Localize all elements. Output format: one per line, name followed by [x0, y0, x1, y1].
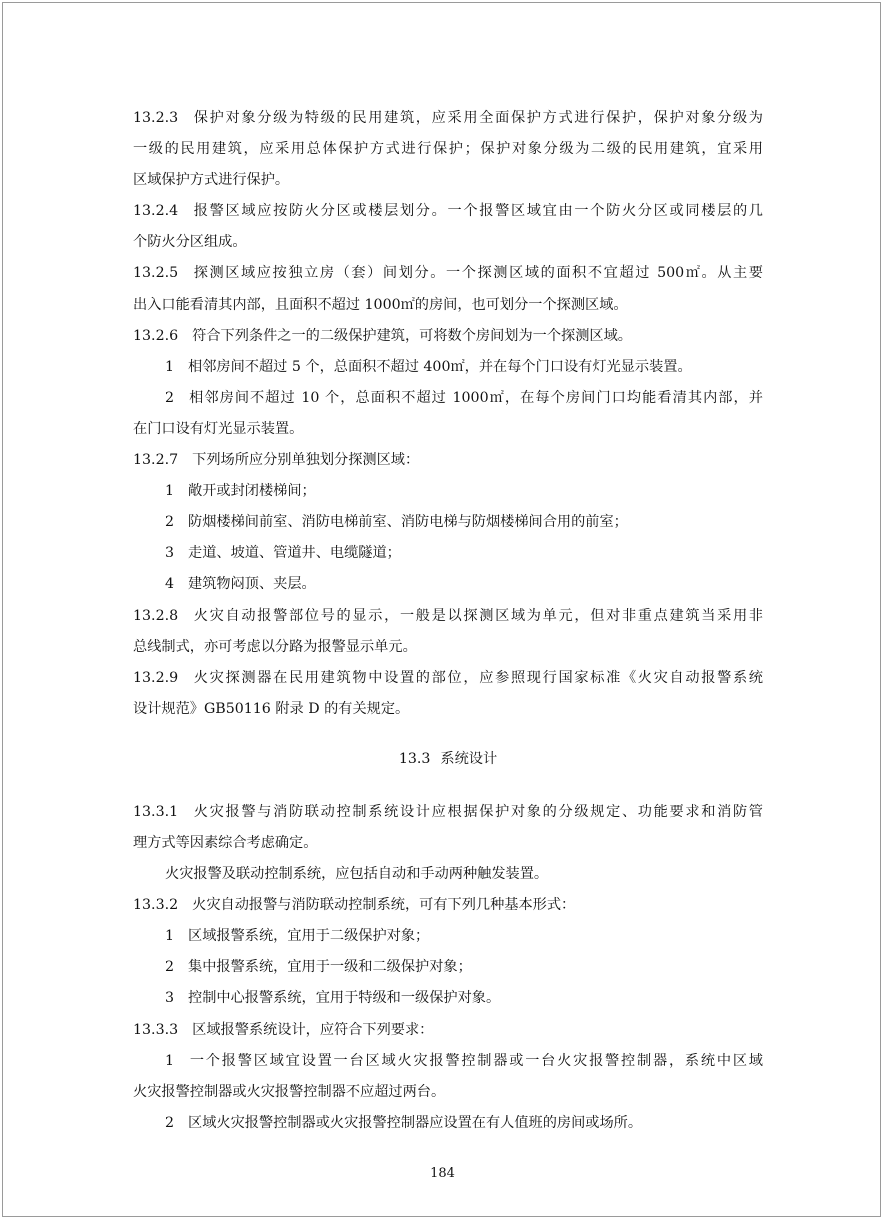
clause-text: 区域火灾报警控制器或火灾报警控制器应设置在有人值班的房间或场所。 [188, 1114, 643, 1131]
clause [133, 601, 763, 663]
clause-text: 下列场所应分别单独划分探测区域： [192, 452, 420, 469]
page-number: 184 [430, 1166, 455, 1181]
clause-line-numbered [133, 601, 763, 632]
clause-number: 13.2.9 [133, 669, 179, 686]
clause-line-numbered [133, 983, 763, 1014]
clause-line-numbered [133, 103, 763, 134]
clause-text: 火灾自动报警与消防联动控制系统，可有下列几种基本形式： [192, 897, 576, 914]
clause-line-numbered [133, 1108, 763, 1139]
clause-line-numbered [133, 890, 763, 921]
clause-text: 走道、坡道、管道井、电缆隧道； [188, 545, 401, 562]
clause [133, 103, 763, 196]
clause-number: 2 [165, 514, 175, 531]
clause-text: 火灾报警及联动控制系统，应包括自动和手动两种触发装置。 [165, 866, 549, 883]
clause [133, 663, 763, 725]
clause-text: 个防火分区组成。 [133, 234, 247, 251]
clause-number: 13.2.8 [133, 607, 179, 624]
clause-line-numbered [133, 538, 763, 569]
clause-line-numbered [133, 1046, 763, 1077]
clause-line-numbered [133, 921, 763, 952]
clause-line [133, 859, 763, 890]
clause-line [133, 828, 763, 859]
clause-line [133, 290, 763, 321]
clause-line-numbered [133, 663, 763, 694]
clause-number: 2 [165, 959, 175, 976]
clause-line [133, 1077, 763, 1108]
clause-line-numbered [133, 321, 763, 352]
clause [133, 797, 763, 890]
clause-text: 区域报警系统设计，应符合下列要求： [192, 1021, 434, 1038]
document-body [133, 103, 763, 1139]
clause-number: 2 [165, 1114, 175, 1131]
clause-text: 总线制式，亦可考虑以分路为报警显示单元。 [133, 638, 417, 655]
clause-text: 区域保护方式进行保护。 [133, 172, 290, 189]
clause-text: 符合下列条件之一的二级保护建筑，可将数个房间划为一个探测区域。 [192, 327, 632, 344]
sections-13-2 [133, 103, 763, 725]
heading-number: 13.3 [398, 750, 431, 767]
clause-text: 报警区域应按防火分区或楼层划分。一个报警区域宜由一个防火分区或同楼层的几 [192, 203, 763, 220]
clause-line-numbered [133, 1015, 763, 1046]
clause-text: 设计规范》GB50116 附录 D 的有关规定。 [133, 700, 410, 717]
clause-text: 火灾自动报警部位号的显示，一般是以探测区域为单元，但对非重点建筑当采用非 [192, 607, 763, 624]
clause-text: 一级的民用建筑，应采用总体保护方式进行保护；保护对象分级为二级的民用建筑，宜采用 [133, 141, 763, 158]
clause-text: 火灾报警控制器或火灾报警控制器不应超过两台。 [133, 1083, 446, 1100]
clause-line-numbered [133, 569, 763, 600]
heading-title: 系统设计 [440, 750, 498, 767]
clause-text: 一个报警区域宜设置一台区域火灾报警控制器或一台火灾报警控制器，系统中区域 [188, 1052, 763, 1069]
clause-number: 13.2.3 [133, 110, 179, 126]
sections-13-3 [133, 797, 763, 1139]
clause-line [133, 694, 763, 725]
clause [133, 1015, 763, 1139]
clause-text: 火灾报警与消防联动控制系统设计应根据保护对象的分级规定、功能要求和消防管 [192, 803, 763, 820]
clause [133, 890, 763, 1014]
clause-text: 出入口能看清其内部，且面积不超过 1000㎡的房间，也可划分一个探测区域。 [133, 296, 628, 313]
clause-number: 3 [165, 990, 175, 1007]
clause-number: 13.2.5 [133, 265, 179, 282]
section-heading [133, 739, 763, 779]
clause-line-numbered [133, 507, 763, 538]
clause [133, 196, 763, 258]
clause-text: 防烟楼梯间前室、消防电梯前室、消防电梯与防烟楼梯间合用的前室； [188, 514, 628, 531]
clause-text: 集中报警系统，宜用于一级和二级保护对象； [188, 959, 472, 976]
clause-line [133, 227, 763, 258]
clause-number: 3 [165, 545, 175, 562]
clause-number: 13.3.1 [133, 803, 179, 820]
clause-line-numbered [133, 352, 763, 383]
clause-line-numbered [133, 476, 763, 507]
clause-text: 控制中心报警系统，宜用于特级和一级保护对象。 [188, 990, 501, 1007]
clause-number: 4 [165, 576, 175, 593]
clause-text: 建筑物闷顶、夹层。 [188, 576, 316, 593]
clause-line-numbered [133, 383, 763, 414]
clause-line-numbered [133, 196, 763, 227]
clause-line [133, 414, 763, 445]
clause-number: 1 [165, 483, 175, 500]
clause-line-numbered [133, 258, 763, 289]
clause-line-numbered [133, 445, 763, 476]
clause-text: 理方式等因素综合考虑确定。 [133, 834, 318, 851]
clause-text: 相邻房间不超过 5 个，总面积不超过 400㎡，并在每个门口设有灯光显示装置。 [188, 358, 692, 375]
clause-line [133, 165, 763, 196]
clause [133, 258, 763, 320]
clause-text: 敞开或封闭楼梯间； [188, 483, 316, 500]
clause-line [133, 632, 763, 663]
clause-text: 探测区域应按独立房（套）间划分。一个探测区域的面积不宜超过 500㎡。从主要 [192, 265, 763, 282]
clause-number: 2 [165, 389, 175, 406]
clause-number: 1 [165, 1052, 175, 1069]
clause-text: 区域报警系统，宜用于二级保护对象； [188, 928, 430, 945]
clause-text: 在门口设有灯光显示装置。 [133, 420, 304, 437]
clause-number: 13.2.6 [133, 327, 179, 344]
clause-line [133, 134, 763, 165]
clause-text: 相邻房间不超过 10 个，总面积不超过 1000㎡，在每个房间门口均能看清其内部，并 [188, 389, 763, 406]
clause-text: 火灾探测器在民用建筑物中设置的部位，应参照现行国家标准《火灾自动报警系统 [192, 669, 763, 686]
clause-number: 1 [165, 928, 175, 945]
clause [133, 321, 763, 445]
clause-number: 13.2.7 [133, 452, 179, 469]
clause-line-numbered [133, 797, 763, 828]
clause-number: 13.3.3 [133, 1021, 179, 1038]
clause-number: 13.2.4 [133, 203, 179, 220]
clause [133, 445, 763, 600]
clause-number: 13.3.2 [133, 897, 179, 914]
clause-line-numbered [133, 952, 763, 983]
clause-text: 保护对象分级为特级的民用建筑，应采用全面保护方式进行保护，保护对象分级为 [192, 110, 763, 126]
clause-number: 1 [165, 358, 175, 375]
